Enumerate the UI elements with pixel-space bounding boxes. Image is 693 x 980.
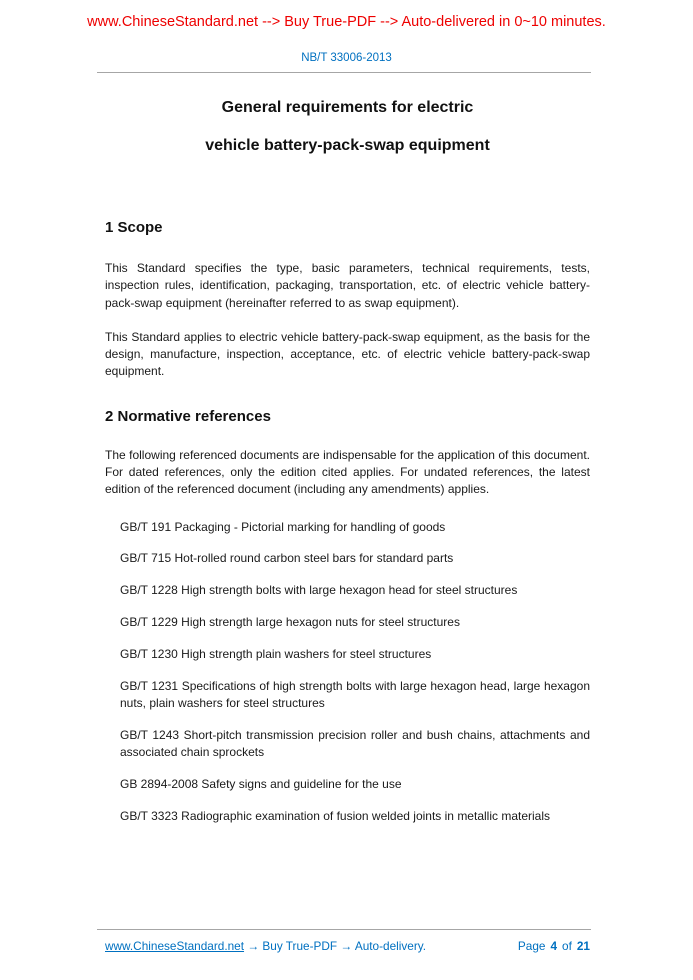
document-body: [105, 89, 590, 825]
footer-left: [105, 939, 426, 954]
page-indicator: [518, 939, 590, 954]
scope-paragraph-1: This Standard specifies the type, basic parameters, technical requirements, tests, inspection rules, identification, packaging, transportation, etc. of electric vehicle battery-pack-swap equipment (hereinafter referred to as swap equipment).: [105, 261, 590, 310]
reference-item: GB/T 715 Hot-rolled round carbon steel bars for standard parts: [120, 551, 454, 566]
page-number: 4: [550, 939, 558, 953]
reference-item: GB/T 3323 Radiographic examination of fusion welded joints in metallic materials: [120, 808, 551, 823]
reference-item: GB/T 1228 High strength bolts with large hexagon head for steel structures: [120, 583, 518, 598]
footer-tagline: → Buy True-PDF → Auto-delivery.: [247, 939, 427, 953]
reference-item: GB/T 1229 High strength large hexagon nuts for steel structures: [120, 615, 460, 630]
section-heading-scope: 1 Scope: [105, 219, 163, 236]
footer-divider: [97, 929, 591, 930]
reference-item: GB 2894-2008 Safety signs and guideline for the use: [120, 776, 402, 791]
reference-list: [105, 519, 590, 825]
page-footer: [0, 929, 693, 954]
normative-intro-paragraph: The following referenced documents are indispensable for the application of this document. For dated references, only the edition cited applies. For undated references, the latest edition of the referenced document (including any amendments) applies.: [105, 447, 590, 497]
section-heading-normative-references: 2 Normative references: [105, 407, 271, 425]
standard-code: NB/T 33006-2013: [301, 52, 392, 64]
header-divider: [97, 72, 591, 73]
reference-item: GB/T 191 Packaging - Pictorial marking for handling of goods: [120, 519, 446, 534]
total-pages: 21: [576, 939, 590, 953]
title-line-2: vehicle battery-pack-swap equipment: [205, 137, 490, 154]
reference-item: GB/T 1230 High strength plain washers for steel structures: [120, 646, 432, 661]
page-label: Page: [517, 939, 546, 953]
promo-banner: www.ChineseStandard.net --> Buy True-PDF --> Auto-delivered in 0~10 minutes.: [87, 14, 606, 30]
reference-item: GB/T 1231 Specifications of high strength bolts with large hexagon head, large hexagon nuts, plain washers for steel structures: [120, 678, 590, 710]
footer-site-link[interactable]: www.ChineseStandard.net: [105, 939, 245, 953]
title-line-1: General requirements for electric: [221, 99, 474, 116]
scope-paragraph-2: This Standard applies to electric vehicle battery-pack-swap equipment, as the basis for the design, manufacture, inspection, acceptance, etc. of electric vehicle battery-pack-swap equipment.: [105, 329, 590, 379]
reference-item: GB/T 1243 Short-pitch transmission precision roller and bush chains, attachments and associated chain sprockets: [120, 727, 590, 760]
document-title: [105, 89, 590, 165]
of-label: of: [562, 939, 572, 953]
